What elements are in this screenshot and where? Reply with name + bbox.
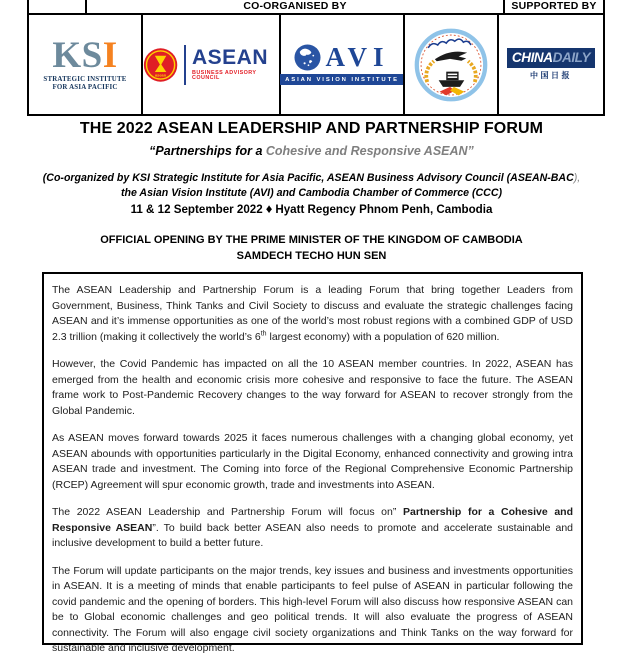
ccc-seal-icon xyxy=(413,25,489,105)
organizers-block xyxy=(0,171,623,200)
logo-cell-avi xyxy=(279,15,403,114)
svg-text:asean: asean xyxy=(154,71,167,77)
diamond-icon: ♦ xyxy=(265,201,273,216)
avi-bar-text: ASIAN VISION INSTITUTE xyxy=(280,74,404,85)
organizers-line1 xyxy=(0,171,623,186)
china-daily-word1: CHINA xyxy=(511,50,553,66)
china-daily-logo xyxy=(507,48,595,81)
logo-cell-asean-bac xyxy=(141,15,279,114)
paragraph: As ASEAN moves forward towards 2025 it faces numerous challenges with a changing global economy, yet ASEAN abounds with opportunities particularly in the Digital Economy, enhanced connectivity and growing intra ASEAN trade and investment. The Coming into force of the Regional Comprehensive Economic Partnership (RCEP) Agreement will spur economic growth, trade and investments into ASEAN. xyxy=(52,432,573,491)
organizers-line1-suffix: ), xyxy=(573,172,581,184)
logo-row xyxy=(27,15,605,116)
bac-wordmark xyxy=(192,47,279,81)
logo-cell-china-daily xyxy=(497,15,603,114)
logo-cell-ccc xyxy=(403,15,497,114)
official-opening-line1: OFFICIAL OPENING BY THE PRIME MINISTER OF THE KINGDOM OF CAMBODIA xyxy=(100,234,523,246)
co-organised-label: CO-ORGANISED BY xyxy=(85,0,503,13)
bac-name-text: ASEAN xyxy=(192,46,269,70)
event-venue: Hyatt Regency Phnom Penh, Cambodia xyxy=(275,203,493,216)
china-daily-chinese-text: 中国日报 xyxy=(530,71,572,80)
supported-label: SUPPORTED BY xyxy=(503,0,603,13)
header-label-row xyxy=(27,0,605,15)
ksi-ks-text: KS xyxy=(52,35,103,76)
header-empty-cell xyxy=(29,0,85,13)
organizers-line2: the Asian Vision Institute (AVI) and Cambodia Chamber of Commerce (CCC) xyxy=(120,186,503,199)
bac-divider xyxy=(184,45,186,85)
ksi-logo xyxy=(43,37,126,92)
avi-logo xyxy=(280,44,404,85)
body-paragraphs xyxy=(42,272,583,654)
avi-globe-icon xyxy=(294,44,321,71)
date-venue-line xyxy=(0,201,623,216)
page-title: THE 2022 ASEAN LEADERSHIP AND PARTNERSHIP FORUM xyxy=(79,120,544,137)
paragraph: However, the Covid Pandemic has impacted on all the 10 ASEAN member countries. In 2022, ASEAN has emerged from the health and economic crisis more cohesive and responsive to face the future. The ASEAN frame work to Post-Pandemic Recovery changes to the way forward for ASEAN to recover strongly from the Global Pandemic. xyxy=(52,358,573,417)
ksi-i-text: I xyxy=(102,35,118,76)
avi-top xyxy=(294,44,389,71)
header-logo-table xyxy=(27,0,605,116)
official-opening-block xyxy=(0,232,623,264)
paragraph: The ASEAN Leadership and Partnership Forum is a leading Forum that bring together Leaders from Government, Business, Think Tanks and Civil Society to discuss and evaluate the strategic challenges facing ASEAN and it’s immense opportunities as one of the world’s most robust regions with a combined GDP of USD 2.3 trillion (making it collectively the world’s 6th largest economy) with a population of 620 million. xyxy=(52,284,573,343)
asean-bac-logo xyxy=(143,45,279,85)
ksi-subtitle-line1: STRATEGIC INSTITUTE xyxy=(43,76,127,83)
asean-emblem-icon xyxy=(143,46,178,84)
subtitle-part1: “Partnerships for a xyxy=(149,144,266,158)
bac-subtitle-text: BUSINESS ADVISORY COUNCIL xyxy=(192,69,257,82)
subtitle-part2: Cohesive and Responsive ASEAN” xyxy=(265,144,474,158)
china-daily-word2: DAILY xyxy=(552,50,591,66)
china-daily-box xyxy=(507,48,595,68)
organizers-line1-text: (Co-organized by KSI Strategic Institute for Asia Pacific, ASEAN Business Advisory Council (ASEAN-BAC xyxy=(42,172,574,184)
paragraph: The 2022 ASEAN Leadership and Partnership Forum will focus on” Partnership for a Cohesive and Responsive ASEAN”. To build back better ASEAN also needs to promote and accelerate sustainable and inclusive development to build a better future. xyxy=(52,506,573,549)
official-opening-line2: SAMDECH TECHO HUN SEN xyxy=(236,250,387,262)
ksi-acronym xyxy=(52,37,117,74)
ksi-subtitle xyxy=(43,76,126,92)
avi-acronym-text: AVI xyxy=(325,42,390,73)
logo-cell-ksi xyxy=(29,15,141,114)
ksi-subtitle-line2: FOR ASIA PACIFIC xyxy=(52,84,118,91)
event-date: 11 & 12 September 2022 xyxy=(130,203,263,216)
forum-theme-subtitle xyxy=(0,144,623,158)
paragraph: The Forum will update participants on the major trends, key issues and business and investments opportunities in ASEAN. It is a meeting of minds that enable participants to feel pulse of ASEAN in particular following the covid pandemic and the opening of borders. This high-level Forum will also discuss how responsive ASEAN can be to Global economic challenges and geo political trends. It will also evaluate the progress of ASEAN connectivity. The Forum will also engage civil society organizations and Think Tanks on the way forward for sustainable and inclusive development. xyxy=(52,564,573,654)
